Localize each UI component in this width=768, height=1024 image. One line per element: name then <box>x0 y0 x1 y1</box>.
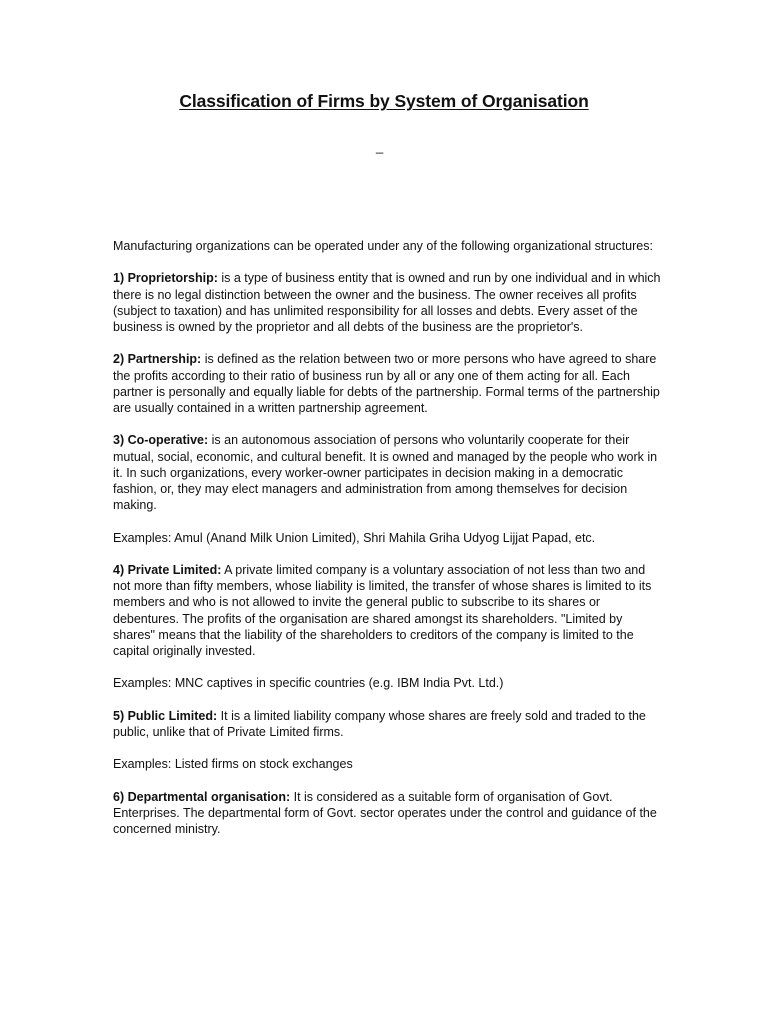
section-proprietorship <box>113 270 661 335</box>
section-text: is a type of business entity that is owned and run by one individual and in which there is no legal distinction between the owner and the business. The owner receives all profits (subject to taxation) and has unlimited responsibility for all losses and debts. Every asset of the business is owned by the proprietor and all debts of the business are the proprietor's. <box>113 271 661 334</box>
section-heading: 2) Partnership: <box>113 352 202 367</box>
separator-dash: _ <box>376 139 384 154</box>
section-cooperative <box>113 432 661 513</box>
examples-private-limited: Examples: MNC captives in specific countries (e.g. IBM India Pvt. Ltd.) <box>113 676 504 691</box>
section-text: is an autonomous association of persons who voluntarily cooperate for their mutual, social, economic, and cultural benefit. It is owned and managed by the people who work in it. In such organizations, every worker-owner participates in decision making in a democratic fashion, or, they may elect managers and administration from among themselves for decision making. <box>113 433 658 513</box>
section-departmental <box>113 789 661 838</box>
section-heading: 4) Private Limited: <box>113 562 222 577</box>
section-heading: 5) Public Limited: <box>113 708 218 723</box>
section-private-limited <box>113 562 661 659</box>
section-partnership <box>113 351 661 416</box>
section-text: It is a limited liability company whose shares are freely sold and traded to the public, unlike that of Private Limited firms. <box>113 708 646 739</box>
page-title: Classification of Firms by System of Organisation <box>179 91 589 111</box>
section-text: is defined as the relation between two or more persons who have agreed to share the profits according to their ratio of business run by all or any one of them acting for all. Each partner is personally and equally liable for debts of the partnership. Formal terms of the partnership are usually contained in a written partnership agreement. <box>113 352 660 415</box>
examples-public-limited: Examples: Listed firms on stock exchanges <box>113 757 353 772</box>
section-public-limited <box>113 708 661 740</box>
section-text: It is considered as a suitable form of organisation of Govt. Enterprises. The departmental form of Govt. sector operates under the control and guidance of the concerned ministry. <box>113 789 657 837</box>
section-heading: 1) Proprietorship: <box>113 271 218 286</box>
section-text: A private limited company is a voluntary association of not less than two and not more than fifty members, whose liability is limited, the transfer of whose shares is limited to its members and who is not allowed to invite the general public to subscribe to its shares or debentures. The profits of the organisation are shared amongst its shareholders. "Limited by shares" means that the liability of the shareholders to creditors of the company is limited to the capital originally invested. <box>113 562 652 658</box>
section-heading: 6) Departmental organisation: <box>113 789 291 804</box>
intro-paragraph: Manufacturing organizations can be operated under any of the following organizational structures: <box>113 239 653 253</box>
examples-cooperative: Examples: Amul (Anand Milk Union Limited), Shri Mahila Griha Udyog Lijjat Papad, etc. <box>113 530 596 545</box>
section-heading: 3) Co-operative: <box>113 433 209 448</box>
document-body <box>113 238 661 854</box>
